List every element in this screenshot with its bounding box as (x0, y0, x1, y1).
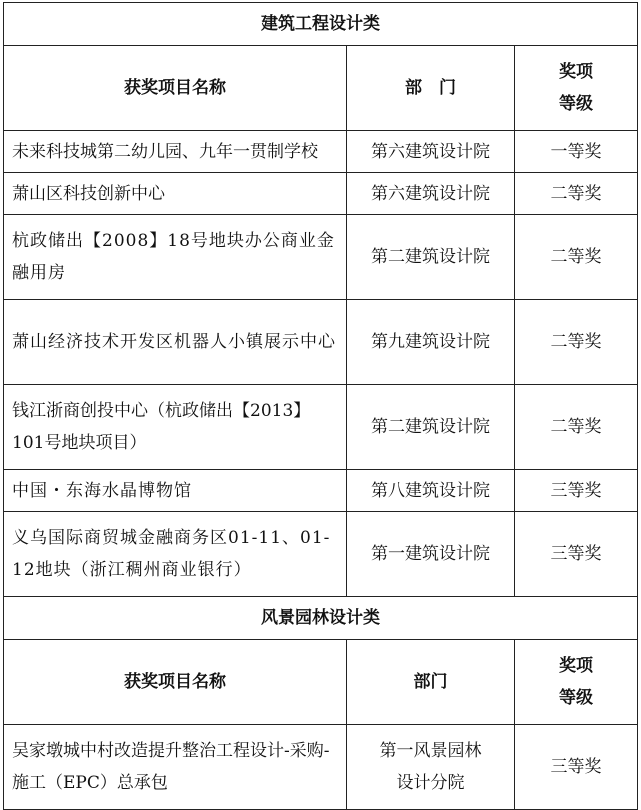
award-level: 二等奖 (515, 173, 638, 215)
table-row (4, 512, 638, 597)
award-level: 二等奖 (515, 385, 638, 470)
award-level: 二等奖 (515, 215, 638, 300)
table-row (4, 725, 638, 810)
award-level: 二等奖 (515, 300, 638, 385)
col-header-award-line2: 等级 (559, 688, 593, 708)
project-name: 义乌国际商贸城金融商务区01-11、01-12地块（浙江稠州商业银行） (4, 512, 347, 597)
award-level: 三等奖 (515, 725, 638, 810)
table-row (4, 385, 638, 470)
section-title-row (4, 597, 638, 640)
award-level: 一等奖 (515, 131, 638, 173)
project-name: 未来科技城第二幼儿园、九年一贯制学校 (4, 131, 347, 173)
col-header-award-level (515, 46, 638, 131)
project-name: 杭政储出【2008】18号地块办公商业金融用房 (4, 215, 347, 300)
project-name: 钱江浙商创投中心（杭政储出【2013】101号地块项目） (4, 385, 347, 470)
table-row (4, 173, 638, 215)
col-header-department: 部门 (347, 640, 515, 725)
department: 第八建筑设计院 (347, 470, 515, 512)
department: 第六建筑设计院 (347, 131, 515, 173)
header-row (4, 640, 638, 725)
project-name: 萧山经济技术开发区机器人小镇展示中心 (4, 300, 347, 385)
col-header-award-line1: 奖项 (559, 656, 593, 676)
col-header-project-name: 获奖项目名称 (4, 640, 347, 725)
award-level: 三等奖 (515, 470, 638, 512)
department: 第二建筑设计院 (347, 385, 515, 470)
project-name: 吴家墩城中村改造提升整治工程设计-采购-施工（EPC）总承包 (4, 725, 347, 810)
section-title: 风景园林设计类 (4, 597, 638, 640)
department: 第二建筑设计院 (347, 215, 515, 300)
section-title-row (4, 3, 638, 46)
col-header-department: 部 门 (347, 46, 515, 131)
table-row (4, 131, 638, 173)
department: 第六建筑设计院 (347, 173, 515, 215)
department: 第九建筑设计院 (347, 300, 515, 385)
col-header-award-line1: 奖项 (559, 62, 593, 82)
table-row (4, 215, 638, 300)
table-row (4, 300, 638, 385)
department: 第一建筑设计院 (347, 512, 515, 597)
col-header-award-line2: 等级 (559, 94, 593, 114)
department: 第一风景园林设计分院 (347, 725, 515, 810)
awards-table (3, 2, 638, 810)
col-header-award-level (515, 640, 638, 725)
project-name: 萧山区科技创新中心 (4, 173, 347, 215)
award-level: 三等奖 (515, 512, 638, 597)
project-name: 中国・东海水晶博物馆 (4, 470, 347, 512)
table-row (4, 470, 638, 512)
section-title: 建筑工程设计类 (4, 3, 638, 46)
header-row (4, 46, 638, 131)
col-header-project-name: 获奖项目名称 (4, 46, 347, 131)
